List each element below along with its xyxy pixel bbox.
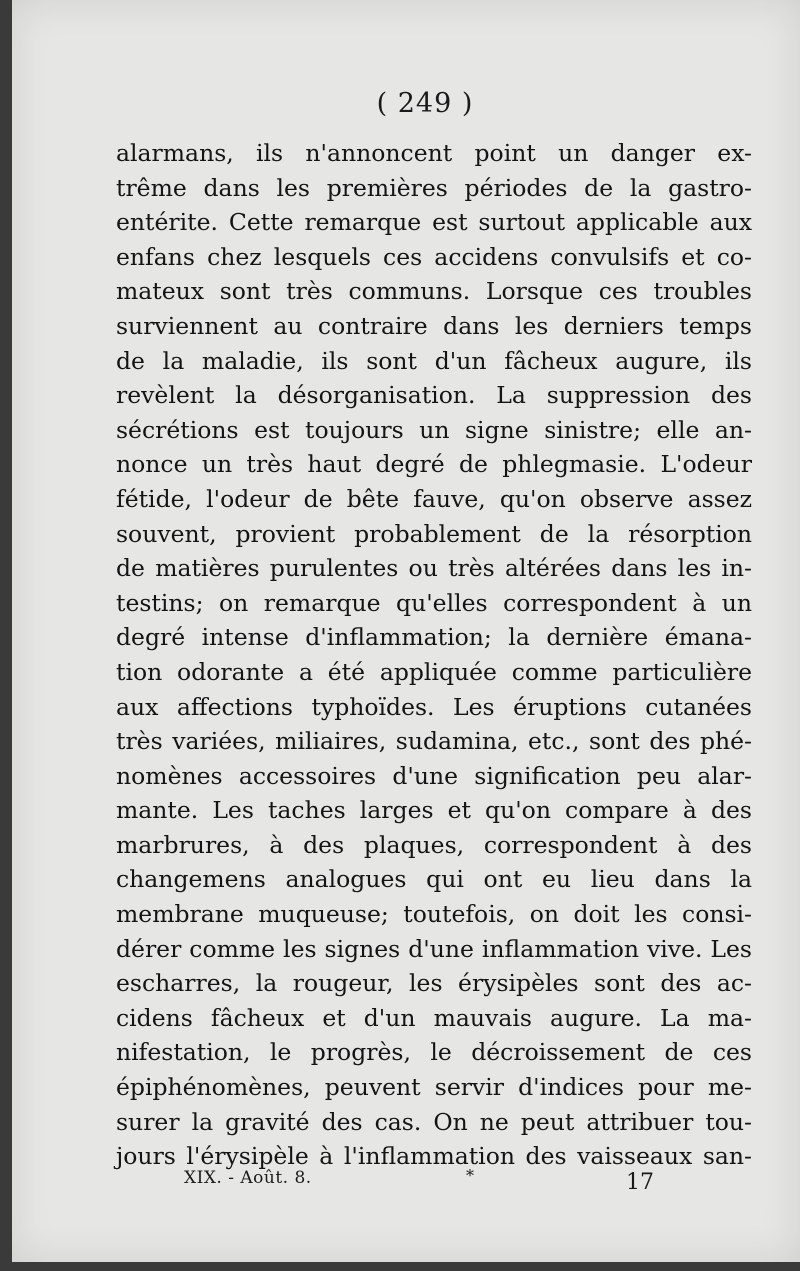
text-line: surer la gravité des cas. On ne peut attribuer tou- xyxy=(116,1107,752,1136)
text-line: dérer comme les signes d'une inflammation vive. Les xyxy=(116,934,752,963)
text-line: revèlent la désorganisation. La suppression des xyxy=(116,381,752,410)
page-footer xyxy=(184,1166,654,1196)
text-line: souvent, provient probablement de la résorption xyxy=(116,519,752,548)
text-line: mateux sont très communs. Lorsque ces troubles xyxy=(116,277,752,306)
text-line: fétide, l'odeur de bête fauve, qu'on observe assez xyxy=(116,484,752,513)
text-line: tion odorante a été appliquée comme particulière xyxy=(116,657,752,686)
text-line: enfans chez lesquels ces accidens convulsifs et co- xyxy=(116,242,752,271)
footer-sheet-number: 17 xyxy=(626,1170,654,1195)
text-line: degré intense d'inflammation; la dernière émana- xyxy=(116,623,752,652)
text-line: nonce un très haut degré de phlegmasie. L'odeur xyxy=(116,450,752,479)
book-page xyxy=(12,0,800,1262)
text-line: entérite. Cette remarque est surtout applicable aux xyxy=(116,208,752,237)
text-line: trême dans les premières périodes de la gastro- xyxy=(116,173,752,202)
text-line: membrane muqueuse; toutefois, on doit les consi- xyxy=(116,900,752,929)
text-line: aux affections typhoïdes. Les éruptions cutanées xyxy=(116,692,752,721)
text-line: jours l'érysipèle à l'inflammation des vaisseaux san- xyxy=(116,1142,752,1171)
text-line: épiphénomènes, peuvent servir d'indices pour me- xyxy=(116,1073,752,1102)
text-line: testins; on remarque qu'elles correspondent à un xyxy=(116,588,752,617)
text-line: de la maladie, ils sont d'un fâcheux augure, ils xyxy=(116,346,752,375)
text-line: nomènes accessoires d'une signification peu alar- xyxy=(116,761,752,790)
text-line: surviennent au contraire dans les derniers temps xyxy=(116,311,752,340)
text-line: nifestation, le progrès, le décroissement de ces xyxy=(116,1038,752,1067)
text-line: escharres, la rougeur, les érysipèles sont des ac- xyxy=(116,969,752,998)
text-line: mante. Les taches larges et qu'on compare à des xyxy=(116,796,752,825)
text-line: marbrures, à des plaques, correspondent à des xyxy=(116,830,752,859)
text-line: très variées, miliaires, sudamina, etc., sont des phé- xyxy=(116,727,752,756)
body-text xyxy=(116,136,752,1174)
text-line: de matières purulentes ou très altérées dans les in- xyxy=(116,554,752,583)
text-line: alarmans, ils n'annoncent point un danger ex- xyxy=(116,139,752,167)
text-line: changemens analogues qui ont eu lieu dans la xyxy=(116,865,752,894)
footer-signature: XIX. - Août. 8. xyxy=(184,1168,312,1188)
text-line: sécrétions est toujours un signe sinistre; elle an- xyxy=(116,415,752,444)
page-number: ( 249 ) xyxy=(376,88,474,119)
text-line: cidens fâcheux et d'un mauvais augure. La ma- xyxy=(116,1003,752,1032)
footer-star: * xyxy=(466,1166,474,1185)
